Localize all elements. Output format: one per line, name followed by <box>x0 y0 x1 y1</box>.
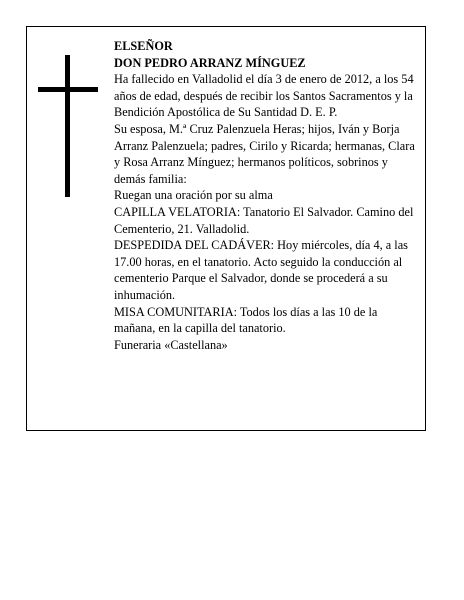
cross-icon <box>38 55 98 197</box>
chapel-info: CAPILLA VELATORIA: Tanatorio El Salvador. Camino del Cementerio, 21. Valladolid. <box>114 204 414 236</box>
death-announcement: Ha fallecido en Valladolid el día 3 de enero de 2012, a los 54 años de edad, después de recibir los Santos Sacramentos y la Bendición Apostólica de Su Santidad D. E. P. <box>114 72 414 120</box>
cross-vertical-bar <box>65 55 70 197</box>
prayer-request: Ruegan una oración por su alma <box>114 188 273 203</box>
farewell-info: DESPEDIDA DEL CADÁVER: Hoy miércoles, día 4, a las 17.00 horas, en el tanatorio. Acto seguido la conducción al cementerio Parque el Salvador, donde se procederá a su inhumación. <box>114 238 408 302</box>
deceased-name: DON PEDRO ARRANZ MÍNGUEZ <box>114 55 306 70</box>
mass-info: MISA COMUNITARIA: Todos los días a las 10 de la mañana, en la capilla del tanatorio. <box>114 304 378 336</box>
cross-horizontal-bar <box>38 87 98 92</box>
obituary-text <box>114 38 416 353</box>
funeral-home: Funeraria «Castellana» <box>114 337 228 352</box>
family-list: Su esposa, M.ª Cruz Palenzuela Heras; hijos, Iván y Borja Arranz Palenzuela; padres, Cirilo y Ricarda; hermanas, Clara y Rosa Arranz Mínguez; hermanos políticos, sobrinos y demás familia: <box>114 121 415 186</box>
notice-title-line1: ELSEÑOR <box>114 39 173 53</box>
